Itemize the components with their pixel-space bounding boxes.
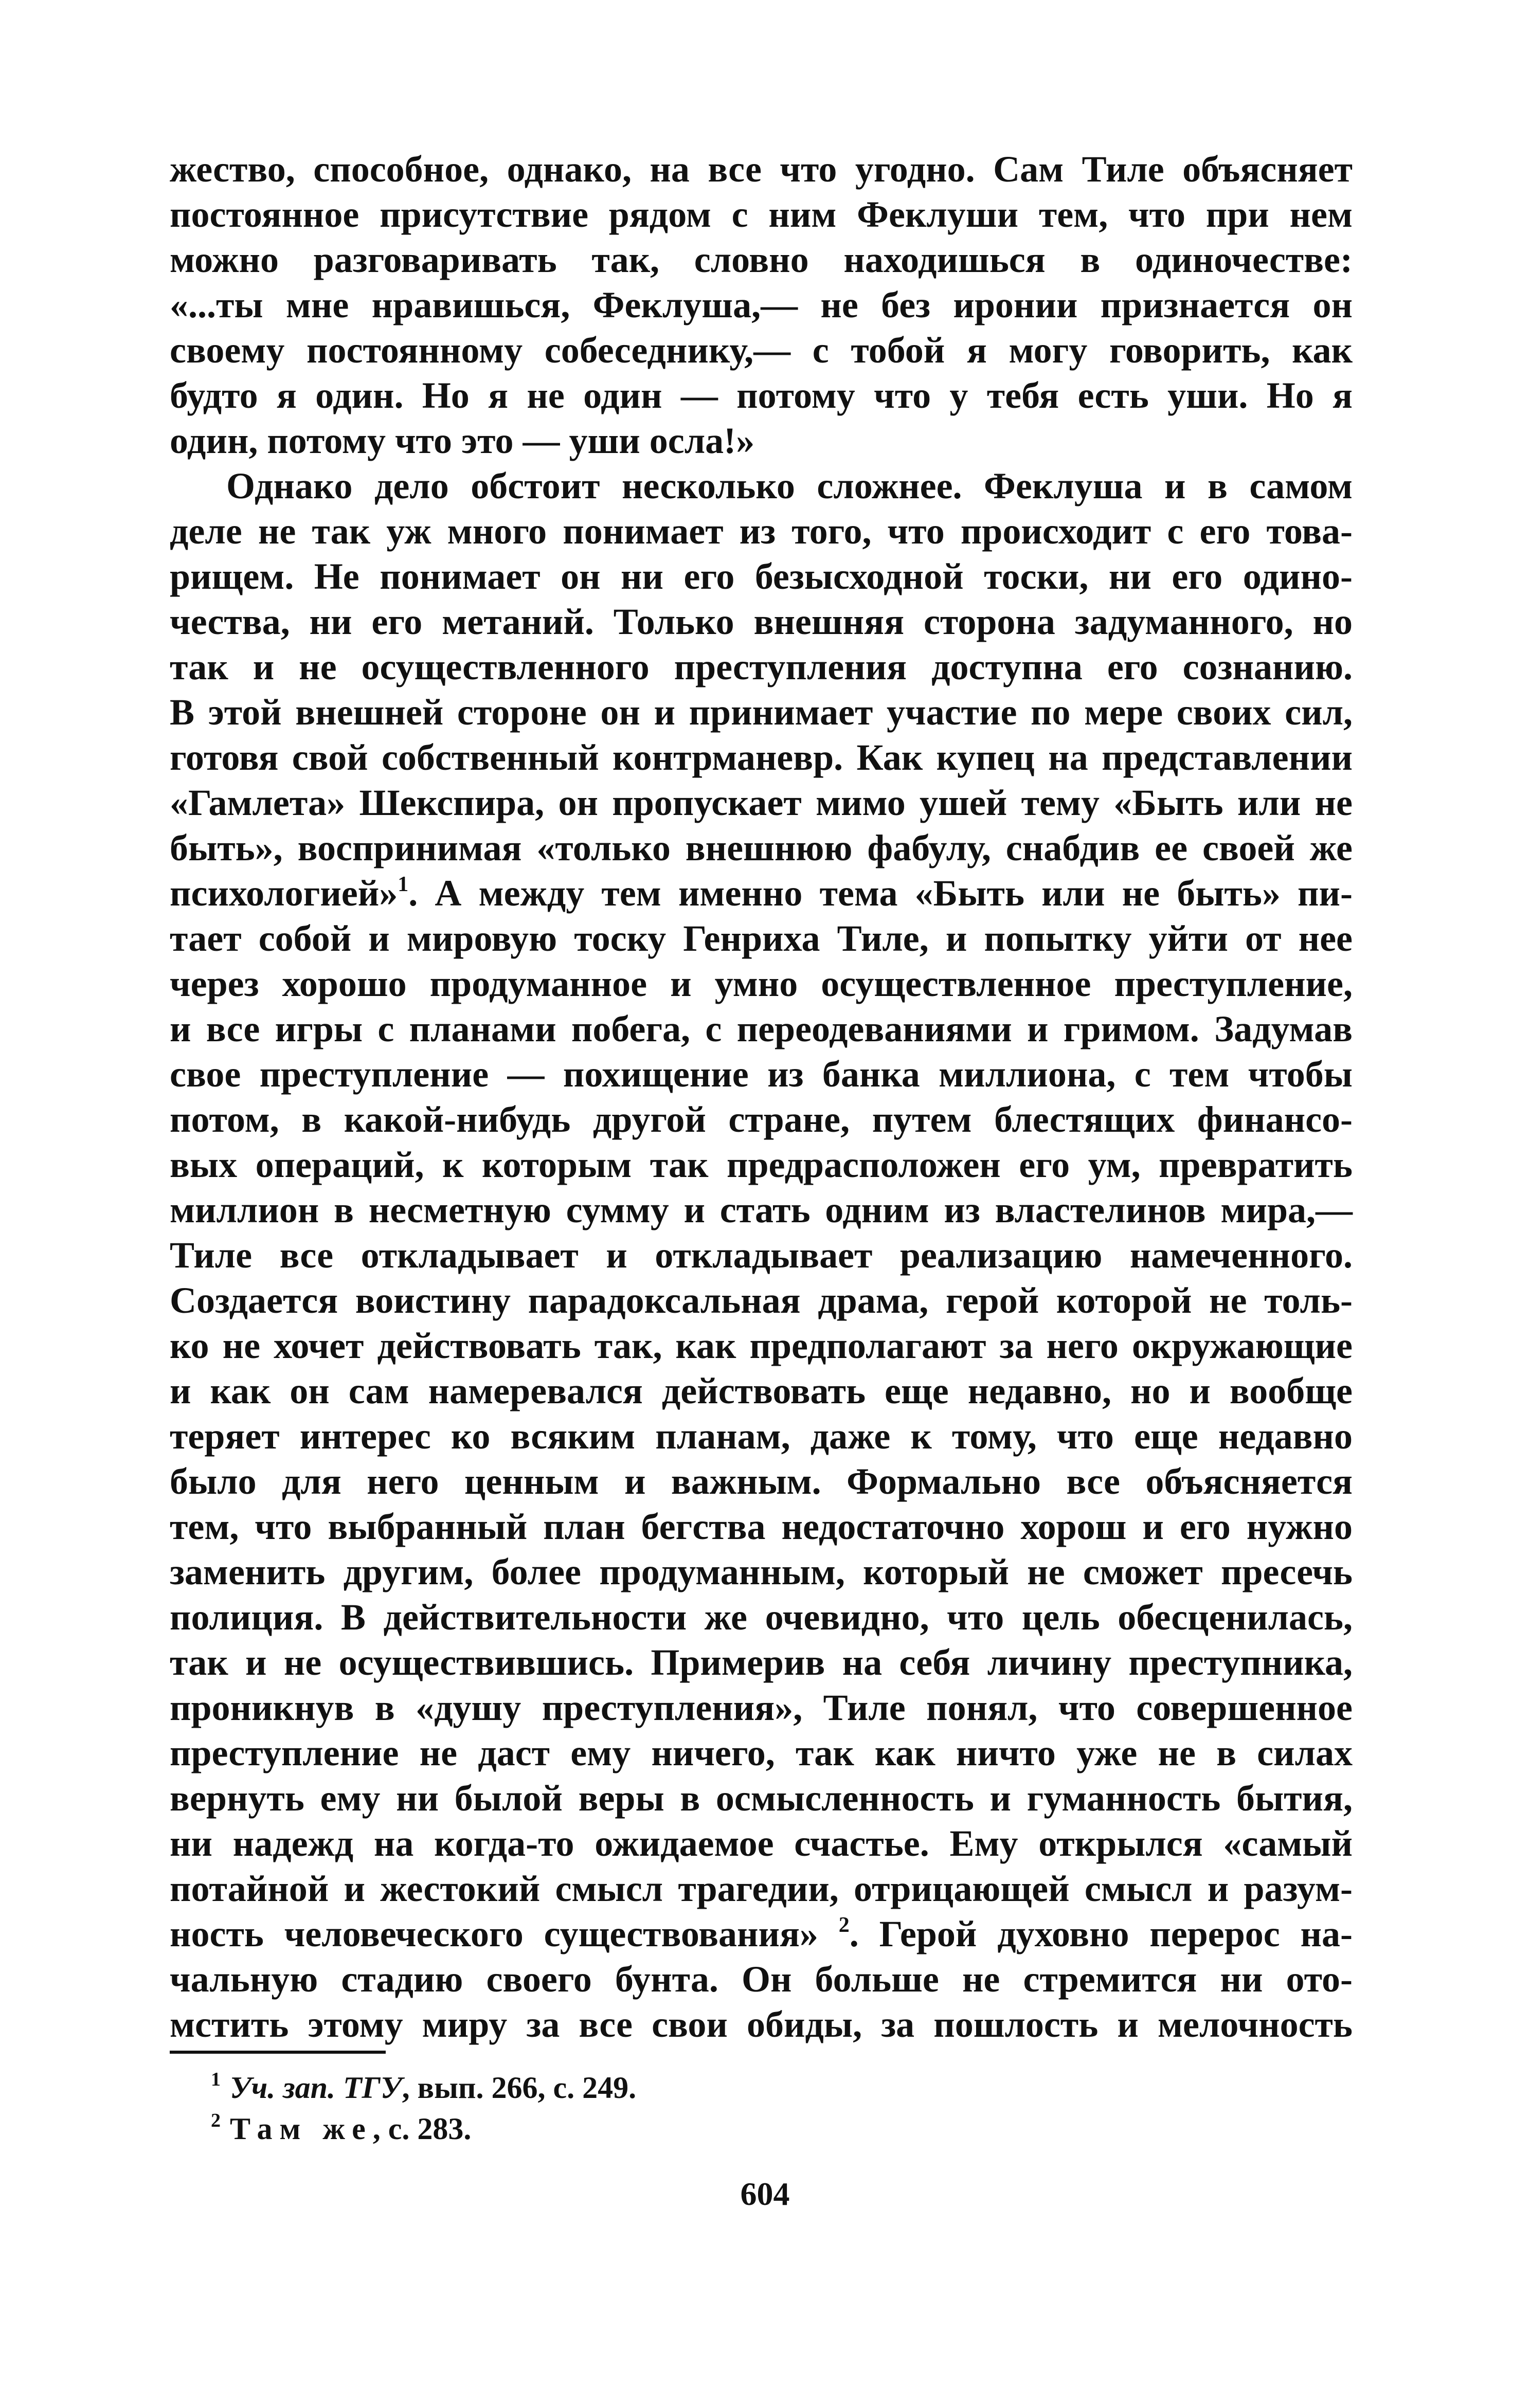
text-line: миллион в несметную сумму и стать одним из властелинов мира,—	[170, 1189, 1353, 1230]
text-line: преступление не даст ему ничего, так как ничто уже не в силах	[170, 1732, 1353, 1773]
text-line: было для него ценным и важным. Формально все объясняется	[170, 1461, 1353, 1502]
text-line-with-footnote	[170, 1911, 1353, 1957]
text-segment: психологией»	[170, 873, 398, 914]
footnote-mark: 2	[211, 2110, 221, 2131]
text-line: полиция. В действительности же очевидно, что цель обесценилась,	[170, 1597, 1353, 1638]
text-line: теряет интерес ко всяким планам, даже к тому, что еще недавно	[170, 1416, 1353, 1457]
text-line: ни надежд на когда-то ожидаемое счастье. Ему открылся «самый	[170, 1823, 1353, 1864]
footnote-mark: 1	[211, 2069, 221, 2090]
text-line: мстить этому миру за все свои обиды, за пошлость и мелочность	[170, 2004, 1353, 2045]
text-segment: . А между тем именно тема «Быть или не быть» пи-	[408, 873, 1353, 914]
text-line: Однако дело обстоит несколько сложнее. Феклуша и в самом	[226, 465, 1353, 506]
footnote-2	[211, 2108, 1137, 2149]
text-line: проникнув в «душу преступления», Тиле понял, что совершенное	[170, 1687, 1353, 1728]
footnotes	[211, 2067, 1137, 2149]
text-line: вых операций, к которым так предрасположен его ум, превратить	[170, 1144, 1353, 1185]
footnote-ref-1: 1	[398, 873, 409, 896]
text-line: своему постоянному собеседнику,— с тобой я могу говорить, как	[170, 330, 1353, 371]
footnote-ref-2: 2	[838, 1913, 850, 1937]
page-number: 604	[740, 2176, 790, 2212]
text-line: ко не хочет действовать так, как предполагают за него окружающие	[170, 1325, 1353, 1366]
text-line: так и не осуществленного преступления доступна его сознанию.	[170, 646, 1353, 687]
text-line: свое преступление — похищение из банка миллиона, с тем чтобы	[170, 1054, 1353, 1095]
text-line: жество, способное, однако, на все что угодно. Сам Тиле объясняет	[170, 149, 1353, 190]
footnote-details: , с. 283.	[372, 2112, 472, 2146]
text-line: В этой внешней стороне он и принимает участие по мере своих сил,	[170, 692, 1353, 733]
text-line: быть», воспринимая «только внешнюю фабулу, снабдив ее своей же	[170, 827, 1353, 868]
text-line: вернуть ему ни былой веры в осмысленность и гуманность бытия,	[170, 1778, 1353, 1819]
text-line: чества, ни его метаний. Только внешняя сторона задуманного, но	[170, 601, 1353, 642]
text-line: «...ты мне нравишься, Феклуша,— не без иронии признается он	[170, 284, 1353, 325]
text-line: и все игры с планами побега, с переодеваниями и гримом. Задумав	[170, 1008, 1353, 1049]
footnote-divider	[170, 2051, 386, 2054]
text-line: потайной и жестокий смысл трагедии, отрицающей смысл и разум-	[170, 1868, 1353, 1909]
text-line: Создается воистину парадоксальная драма, герой которой не толь-	[170, 1280, 1353, 1321]
text-line: потом, в какой-нибудь другой стране, путем блестящих финансо-	[170, 1099, 1353, 1140]
text-line: деле не так уж много понимает из того, что происходит с его това-	[170, 511, 1353, 552]
text-segment: . Герой духовно перерос на-	[849, 1913, 1353, 1954]
footnote-details: , вып. 266, с. 249.	[402, 2071, 637, 2105]
text-line: можно разговаривать так, словно находишься в одиночестве:	[170, 239, 1353, 280]
text-line: и как он сам намеревался действовать еще недавно, но и вообще	[170, 1370, 1353, 1411]
text-line: через хорошо продуманное и умно осуществленное преступление,	[170, 963, 1353, 1004]
main-text	[170, 147, 1353, 2047]
text-line: рищем. Не понимает он ни его безысходной тоски, ни его одино-	[170, 556, 1353, 597]
text-line: «Гамлета» Шекспира, он пропускает мимо ушей тему «Быть или не	[170, 782, 1353, 823]
text-segment: ность человеческого существования»	[170, 1913, 818, 1954]
footnote-1	[211, 2067, 1137, 2108]
text-line: чальную стадию своего бунта. Он больше не стремится ни ото-	[170, 1959, 1353, 2000]
footnote-source: Уч. зап. ТГУ	[230, 2071, 402, 2105]
text-line: так и не осуществившись. Примерив на себя личину преступника,	[170, 1642, 1353, 1683]
footnote-source: Там же	[230, 2112, 373, 2146]
text-line: будто я один. Но я не один — потому что у тебя есть уши. Но я	[170, 375, 1353, 416]
text-line: тает собой и мировую тоску Генриха Тиле, и попытку уйти от нее	[170, 918, 1353, 959]
text-line: Тиле все откладывает и откладывает реализацию намеченного.	[170, 1235, 1353, 1276]
text-line: тем, что выбранный план бегства недостаточно хорош и его нужно	[170, 1506, 1353, 1547]
text-line: заменить другим, более продуманным, который не сможет пресечь	[170, 1551, 1353, 1592]
text-line: один, потому что это — уши осла!»	[170, 420, 755, 461]
text-line-with-footnote	[170, 871, 1353, 916]
text-line: постоянное присутствие рядом с ним Феклуши тем, что при нем	[170, 194, 1353, 235]
text-line: готовя свой собственный контрманевр. Как купец на представлении	[170, 737, 1353, 778]
